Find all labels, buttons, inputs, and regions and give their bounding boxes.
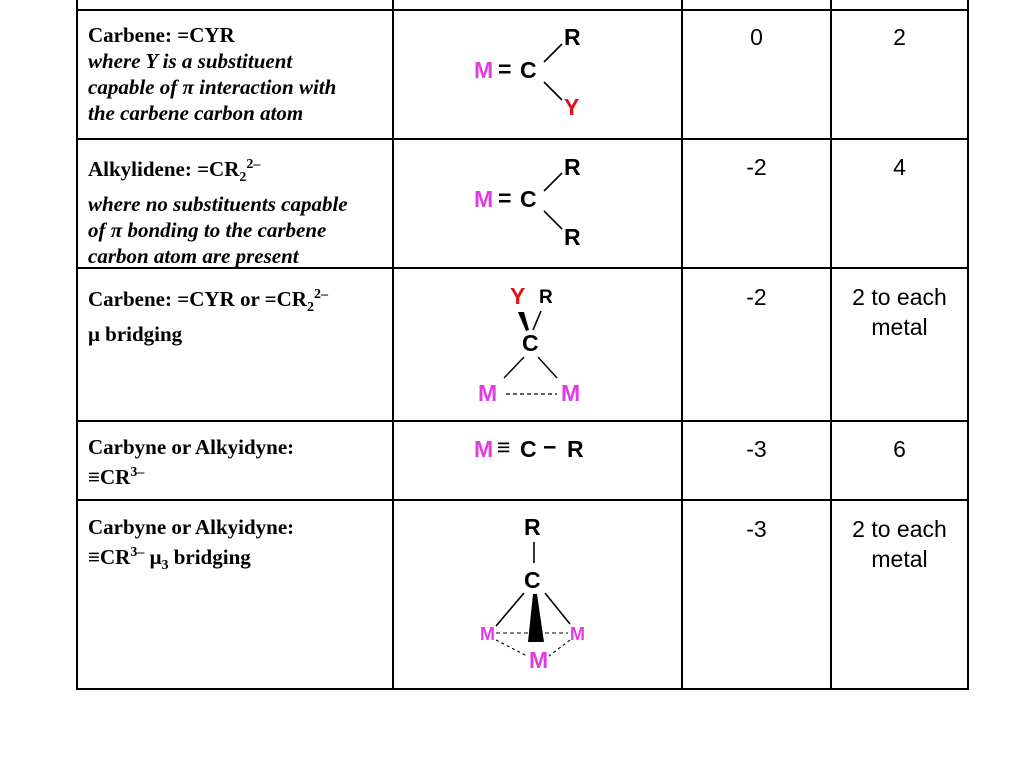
- row1-desc-3: the carbene carbon atom: [88, 101, 304, 125]
- row1-desc-2: capable of π interaction with: [88, 75, 337, 99]
- row4-carbon: C: [520, 436, 537, 462]
- row2-oxidation: -2: [746, 154, 767, 180]
- row4-r: R: [567, 436, 584, 462]
- row4-electrons: 6: [893, 436, 906, 462]
- row3-carbon: C: [522, 330, 539, 356]
- row2-title: Alkylidene: $=CR_2^{2-}$: [88, 157, 261, 186]
- row4-title: Carbyne or Alkyidyne:: [88, 435, 295, 459]
- row3-title: Carbene: =CYR or $=CR_2^{2-}$: [88, 287, 328, 316]
- row2-electrons: 4: [893, 154, 906, 180]
- row5-r: R: [524, 514, 541, 540]
- row1-desc-1: where Y is a substituent: [88, 49, 293, 73]
- row3-metal-2: M: [561, 380, 581, 406]
- row2-double-bond: =: [498, 185, 512, 211]
- row2-desc-1: where no substituents capable: [88, 192, 348, 217]
- row3-electrons-line1: 2 to each: [852, 284, 947, 310]
- row2-desc-3: carbon atom are present: [88, 244, 299, 269]
- row5-electrons: [832, 514, 967, 574]
- row5-metal-2: M: [570, 624, 585, 644]
- row5-carbon: C: [524, 567, 541, 593]
- row3-oxidation: -2: [746, 284, 767, 310]
- row5-electrons-line2: metal: [871, 546, 928, 572]
- row4-line2: $\equiv CR^{3-}$: [88, 465, 145, 489]
- row4-oxidation: -3: [746, 436, 767, 462]
- row4-metal: M: [474, 436, 494, 462]
- row5-metal-1: M: [480, 624, 495, 644]
- row1-carbon: C: [520, 57, 537, 83]
- row2-r2: R: [564, 224, 581, 250]
- row5-title: Carbyne or Alkyidyne:: [88, 515, 295, 539]
- row5-electrons-line1: 2 to each: [852, 516, 947, 542]
- row3-y: Y: [510, 283, 526, 309]
- row1-metal: M: [474, 57, 494, 83]
- row1-oxidation: 0: [750, 24, 763, 50]
- row3-line2: μ bridging: [88, 322, 183, 347]
- row5-line2: $\equiv CR^{3-}$ $\mu_3$ bridging: [88, 545, 251, 574]
- row2-desc-2: of π bonding to the carbene: [88, 218, 327, 243]
- row2-r1: R: [564, 154, 581, 180]
- row1-title: Carbene: =CYR: [88, 23, 235, 47]
- row3-r: R: [539, 287, 553, 308]
- row1-r: R: [564, 24, 581, 50]
- row4-triple-bond: ≡: [497, 434, 511, 460]
- row2-metal: M: [474, 186, 494, 212]
- row5-metal-3: M: [529, 647, 549, 673]
- row2-carbon: C: [520, 186, 537, 212]
- row1-double-bond: =: [498, 56, 512, 82]
- row3-electrons-line2: metal: [871, 314, 928, 340]
- row5-oxidation: -3: [746, 516, 767, 542]
- row1-y: Y: [564, 94, 580, 120]
- row3-metal-1: M: [478, 380, 498, 406]
- row4-single-bond: −: [543, 434, 557, 460]
- row1-electrons: 2: [893, 24, 906, 50]
